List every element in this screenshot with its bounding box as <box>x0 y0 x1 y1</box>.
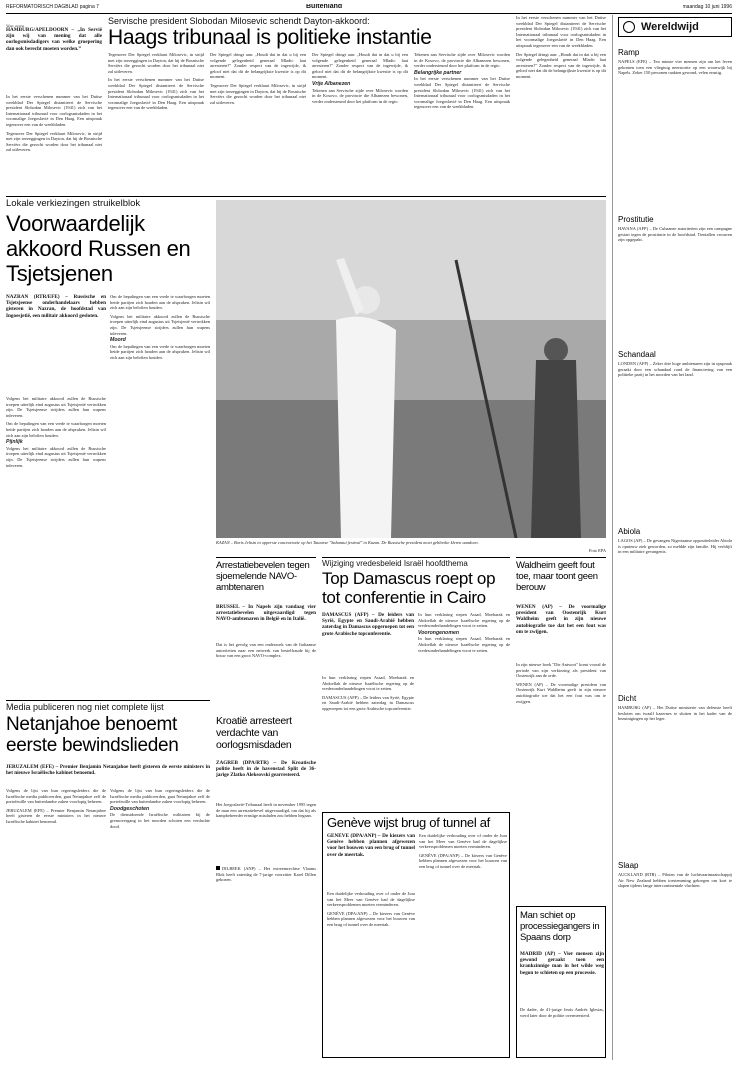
russia-kicker: Lokale verkiezingen struikelblok <box>6 199 141 209</box>
nato-body: Dat is het gevolg van een onderzoek van de Italiaanse autoriteiten naar een netwerk van bestelfraude bij de bouw van een groot NAVO-complex. <box>216 642 316 659</box>
russia-lead: NAZRAN (RTR/EFE) – Russische en Tsjetsjeense onderhandelaars hebben gisteren in Nazran, de hoofdstad van Ingoesjetië, een militair akkoord gesloten. <box>6 294 106 319</box>
israel-body-col-1: In hun verklaring riepen Assad, Moebarak en Abdoellah de nieuwe Israëlische regering op de vredesonderhandelingen voort te zetten. DAMASCUS (AFP) – De leiders van Syrië, Egypte en Saudi-Arabië hebben zaterdag in Damascus opgeroepen tot een grote Arabische topconferentie. <box>322 675 414 711</box>
photo-illustration <box>216 200 606 538</box>
subhead-pijnlijk: Pijnlijk <box>6 439 23 446</box>
rule-nato <box>216 557 316 558</box>
subhead-moord: Moord <box>110 337 126 344</box>
top-kicker: Servische president Slobodan Milosevic schendt Dayton-akkoord: <box>108 16 370 26</box>
russia-headline: Voorwaardelijk akkoord Russen en Tsjetsjenen <box>6 211 191 286</box>
geneva-body-col-1: Een duidelijke verhouding over of onder de Jura van het Meer van Genève had de dagelijkse verkeersproblemen moeten verminderen. GENÈVE (DPA/ANP) – De kiezers van Genève hebben plannen afgewezen voor het bouwen van een brug of tunnel over de meertak. <box>327 891 415 927</box>
top-body-1: In het eerste verschenen nummer van het Duitse weekblad Der Spiegel distantieert de Servische president Slobodan Milosevic (1941) zich van het Internationaal tribunaal voor oorlogsmisdaden in het voormalige Joegoslavië in Den Haag. Een uitspraak tegenover een van de weekbladen. Tegenover Der Spiegel verklaart Milosevic, in strijd met zijn toezeggingen in Dayton, dat hij de Bosnische Serviërs die gezocht worden door het tribunaal niet zal uitleveren. <box>6 94 102 153</box>
photo-credit: Foto EPA <box>588 548 606 553</box>
spain-box <box>516 906 606 1058</box>
masthead-left: REFORMATORISCH DAGBLAD pagina 7 <box>6 4 99 10</box>
israel-headline: Top Damascus roept op tot conferentie in Cairo <box>322 569 496 607</box>
top-body-col-5: Tekenen aan Servische zijde over Milosevic worden in de Kosovo, de provincie die Albanezen bewonen, verder ondersteund door het platform in de regio. Belangrijke partner In het eerste verschenen nummer van het Duitse weekblad Der Spiegel distantieert de Servische president Slobodan Milosevic (1941) zich van het Internationaal tribunaal voor oorlogsmisdaden in het voormalige Joegoslavië in Den Haag. Een uitspraak tegenover een van de weekbladen. <box>414 52 510 110</box>
waldheim-headline: Waldheim geeft fout toe, maar toont geen berouw <box>516 560 598 593</box>
geneva-box <box>322 812 510 1058</box>
side-text-dicht: HAMBURG (AP) – Het Duitse ministerie van defensie heeft besloten om twaalf kazernes te sluiten in het kader van de bezuinigingen op het leger. <box>618 705 732 722</box>
wereldwijd-logo: Wereldwijd <box>618 17 732 37</box>
subhead-doodgeschoten: Doodgeschoten <box>110 805 150 812</box>
masthead-date: maandag 10 juni 1996 <box>682 4 732 10</box>
side-text-ramp: NAPELS (EFE) – Ten minste vier mensen zijn om het leven gekomen toen een vliegtuig neerstortte op een woonwijk bij Napels. Zeker 150 personen raakten gewond, velen ernstig. <box>618 59 732 76</box>
media-body-col-2: Volgens de lijst van hun regeringsleiders die de Israëlische media publiceerden, gaat Netanjahoe zelf de portefeuille van buitenlandse zaken voorlopig beheren. Doodgeschoten De dienstdoende Israëlische militairen bij de grensovergang in het noorden schoten een verdachte dood. <box>110 788 210 829</box>
top-lead: HAMBURG/APELDOORN – „In Servië zijn wij van mening dat alle oorlogsmisdadigers van welke groepering dan ook berecht moeten worden.” <box>6 27 102 52</box>
croat-lead: ZAGREB (DPA/RTR) – De Kroatische politie heeft in de havenstad Split de 36-jarige Zlatko Aleksovski gearresteerd. <box>216 760 316 779</box>
israel-body-col-2: In hun verklaring riepen Assad, Moebarak en Abdoellah de nieuwe Israëlische regering op de vredesonderhandelingen voort te zetten. Voorongenomen In hun verklaring riepen Assad, Moebarak en Abdoellah de nieuwe Israëlische regering op de vredesonderhandelingen voort te zetten. <box>418 612 510 653</box>
byline <box>6 15 62 27</box>
masthead <box>6 4 732 13</box>
top-body-col-4: Der Spiegel dringt aan: „Houdt dat in dat u bij een volgende gelegenheid generaal Mladic laat arresteren?” Zonder respect van de ingewijde, ik geloof niet dat dit de belangrijkste kwestie is op dit moment. Vrije Albanezen Tekenen aan Servische zijde over Milosevic worden in de Kosovo, de provincie die Albanezen bewonen, verder ondersteund door het platform in de regio. <box>312 52 408 104</box>
subhead-vrije-albanezen: Vrije Albanezen <box>312 80 351 87</box>
media-kicker: Media publiceren nog niet complete lijst <box>6 702 164 712</box>
rule-israel <box>322 557 510 558</box>
croat-body: Het Joegoslavië-Tribunaal heeft in november 1995 tegen de man een arrestatiebevel uitgevaardigd, om dat hij als kampbeheerder ernstige misdaden zou hebben begaan. <box>216 802 316 819</box>
russia-body-col-1: Volgens het militaire akkoord zullen de Russische troepen uiterlijk eind augustus uit Tsjetsjenië vertrokken zijn. De Tsjetsjeense strijders zullen hun wapens inleveren. Om de bepalingen van een vrede te waarborgen moeten beide partijen zich houden aan de afspraken. Jeltsin wil zich aan zijn beloften houden. Pijnlijk Volgens het militaire akkoord zullen de Russische troepen uiterlijk eind augustus uit Tsjetsjenië vertrokken zijn. De Tsjetsjeense strijders zullen hun wapens inleveren. <box>6 396 106 468</box>
side-title-dicht: Dicht <box>618 694 637 703</box>
media-lead: JERUZALEM (EFE) – Premier Benjamin Netanjahoe heeft gisteren de eerste ministers in het nieuwe Israëlische kabinet benoemd. <box>6 764 210 777</box>
geneva-lead: GENÈVE (DPA/ANP) – De kiezers van Genève hebben plannen afgewezen voor het bouwen van een brug of tunnel over de meertak. <box>327 833 415 858</box>
subhead-voorongenomen: Voorongenomen <box>418 629 460 636</box>
russia-body-col-2: Om de bepalingen van een vrede te waarborgen moeten beide partijen zich houden aan de afspraken. Jeltsin wil zich aan zijn beloften houden. Volgens het militaire akkoord zullen de Russische troepen uiterlijk eind augustus uit Tsjetsjenië vertrokken zijn. De Tsjetsjeense strijders zullen hun wapens inleveren. Moord Om de bepalingen van een vrede te waarborgen moeten beide partijen zich houden aan de afspraken. Jeltsin wil zich aan zijn beloften houden. <box>110 294 210 360</box>
side-text-slaap: AUCKLAND (RTR) – Piloten van de luchtvaartmaatschappij Air New Zealand hebben toestemming gekregen om kort te slapen tijdens lange intercontinentale vluchten. <box>618 872 732 889</box>
side-text-abiola: LAGOS (AP) – De gevangen Nigeriaanse oppositieleider Abiola is opnieuw ziek geworden, zo meldde zijn familie. Hij verblijft in een militaire gevangenis. <box>618 538 732 555</box>
rule-waldheim <box>516 557 606 558</box>
spain-body: De dader, de 41-jarige Jesús Andrés Iglesias, werd later door de politie overmeesterd. <box>520 1007 604 1018</box>
israel-lead: DAMASCUS (AFP) – De leiders van Syrië, Egypte en Saudi-Arabië hebben zaterdag in Damascus opgeroepen tot een grote Arabische topconferentie. <box>322 612 414 637</box>
media-body-col-1: Volgens de lijst van hun regeringsleiders die de Israëlische media publiceerden, gaat Netanjahoe zelf de portefeuille van buitenlandse zaken voorlopig beheren. JERUZALEM (EFE) – Premier Benjamin Netanjahoe heeft gisteren de eerste ministers in het nieuwe Israëlische kabinet benoemd. <box>6 788 106 824</box>
globe-icon <box>623 21 635 33</box>
top-headline: Haags tribunaal is politieke instantie <box>108 26 432 49</box>
geneva-headline: Genève wijst brug of tunnel af <box>327 815 490 830</box>
media-headline: Netanjahoe benoemt eerste bewindslieden <box>6 714 179 756</box>
top-body-col-6: In het eerste verschenen nummer van het Duitse weekblad Der Spiegel distantieert de Servische president Slobodan Milosevic (1941) zich van het Internationaal tribunaal voor oorlogsmisdaden in het voormalige Joegoslavië in Den Haag. Een uitspraak tegenover een van de weekbladen. Der Spiegel dringt aan: „Houdt dat in dat u bij een volgende gelegenheid generaal Mladic laat arresteren?” Zonder respect van de ingewijde, ik geloof niet dat dit de belangrijkste kwestie is op dit moment. <box>516 15 606 79</box>
israel-kicker: Wijziging vredesbeleid Israël hoofdthema <box>322 559 468 568</box>
side-title-ramp: Ramp <box>618 48 640 57</box>
croat-note: DILBEEK (ANP) – Het extreemrechtse Vlaams Blok heeft zaterdag de 7-jarige voorzitter Karel Dillen gekozen. <box>216 866 316 883</box>
side-title-abiola: Abiola <box>618 527 641 536</box>
side-text-schandaal: LONDEN (AFP) – Zeker drie hoge ambtenaren zijn in opspraak geraakt door een schandaal rond de financiering van een politieke partij in het noorden van het land. <box>618 361 732 378</box>
side-title-schandaal: Schandaal <box>618 350 656 359</box>
waldheim-body: In zijn nieuwe boek "Die Antwort" komt vooral de periode van zijn verkiezing als president van Oostenrijk aan de orde. WENEN (AP) – De voormalige president van Oostenrijk Kurt Waldheim geeft in zijn nieuwe autobiografie toe dat het een fout was om te zwijgen. <box>516 662 606 704</box>
nato-lead: BRUSSEL – In Napels zijn vandaag vier arrestatiebevelen uitgevaardigd tegen NAVO-ambtenaren in België en in Italië. <box>216 604 316 623</box>
side-separator <box>612 15 613 1060</box>
bullet-square-icon <box>216 866 220 870</box>
top-body-col-3: Der Spiegel dringt aan: „Houdt dat in dat u bij een volgende gelegenheid generaal Mladic laat arresteren?” Zonder respect van de ingewijde, ik geloof niet dat dit de belangrijkste kwestie is op dit moment. Tegenover Der Spiegel verklaart Milosevic, in strijd met zijn toezeggingen in Dayton, dat hij de Bosnische Serviërs die gezocht worden door het tribunaal niet zal uitleveren. <box>210 52 306 105</box>
croat-headline: Kroatië arresteert verdachte van oorlogsmisdaden <box>216 715 292 751</box>
nato-headline: Arrestatiebevelen tegen sjoemelende NAVO-ambtenaren <box>216 560 310 593</box>
side-column-items <box>618 42 732 1060</box>
geneva-body-col-2: Een duidelijke verhouding over of onder de Jura van het Meer van Genève had de dagelijkse verkeersproblemen moeten verminderen. GENÈVE (DPA/ANP) – De kiezers van Genève hebben plannen afgewezen voor het bouwen van een brug of tunnel over de meertak. <box>419 833 507 869</box>
side-title-slaap: Slaap <box>618 861 639 870</box>
subhead-belangrijke-partner: Belangrijke partner <box>414 69 462 76</box>
section-title: Buitenland <box>306 4 343 10</box>
rule-media <box>6 700 210 701</box>
waldheim-lead: WENEN (AP) – De voormalige president van Oostenrijk Kurt Waldheim geeft in zijn nieuwe autobiografie toe dat het een fout was om te zwijgen. <box>516 604 606 635</box>
photo-jeltsin <box>216 200 606 538</box>
masthead-rule <box>6 13 732 14</box>
spain-lead: MADRID (AP) – Vier mensen zijn gewond geraakt toen een krankzinnige man in het wilde weg begon te schieten op een processie. <box>520 951 604 976</box>
top-body-col-2: Tegenover Der Spiegel verklaart Milosevic, in strijd met zijn toezeggingen in Dayton, dat hij de Bosnische Serviërs die gezocht worden door het tribunaal niet zal uitleveren. In het eerste verschenen nummer van het Duitse weekblad Der Spiegel distantieert de Servische president Slobodan Milosevic (1941) zich van het Internationaal tribunaal voor oorlogsmisdaden in het voormalige Joegoslavië in Den Haag. Een uitspraak tegenover een van de weekbladen. <box>108 52 204 111</box>
side-text-prostitutie: HAVANA (AFP) – De Cubaanse autoriteiten zijn een campagne gestart tegen de prostitutie in de hoofdstad. Tientallen vrouwen zijn opgepakt. <box>618 226 732 243</box>
spain-headline: Man schiet op processiegangers in Spaans dorp <box>520 910 600 943</box>
side-title-prostitutie: Prostitutie <box>618 215 654 224</box>
photo-caption: KAZAN – Boris Jeltsin in opperste concentratie op het Tataarse "Sabantui festival" in Kazan. De Russische president moet gebleekte kleren aandoen. <box>216 540 479 545</box>
rule-top-story <box>6 196 606 197</box>
